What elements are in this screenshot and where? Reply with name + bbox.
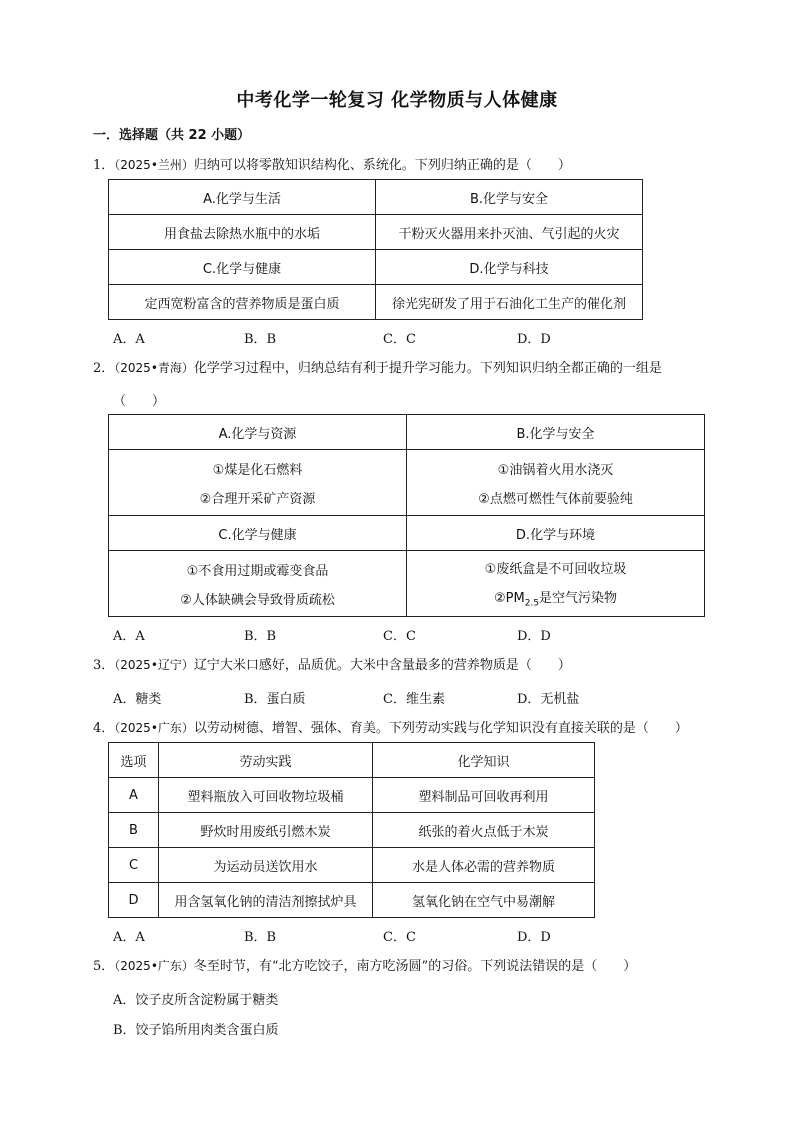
table-cell: 野炊时用废纸引燃木炭 <box>159 813 373 848</box>
option-d[interactable]: D．D <box>517 332 551 347</box>
question-3 <box>93 656 571 675</box>
option-a[interactable]: A．A <box>113 930 145 945</box>
option-a[interactable]: A．A <box>113 332 145 347</box>
option-c[interactable]: C．C <box>383 930 416 945</box>
table-cell: B.化学与安全 <box>407 415 705 450</box>
question-number: 5． <box>93 959 115 974</box>
option-d[interactable]: D．D <box>517 930 551 945</box>
question-source: （2025•兰州） <box>114 158 194 172</box>
q2-table <box>108 414 705 617</box>
table-cell: D.化学与环境 <box>407 516 705 551</box>
question-source: （2025•广东） <box>114 721 194 735</box>
question-number: 4． <box>93 721 115 736</box>
table-cell: 纸张的着火点低于木炭 <box>373 813 595 848</box>
question-source: （2025•广东） <box>114 959 194 973</box>
table-cell: B <box>109 813 159 848</box>
q1-table <box>108 179 643 320</box>
table-cell: 塑料瓶放入可回收物垃圾桶 <box>159 778 373 813</box>
option-a[interactable]: A．糖类 <box>113 692 162 707</box>
question-source: （2025•辽宁） <box>114 658 194 672</box>
option-c[interactable]: C．C <box>383 332 416 347</box>
question-text: 以劳动树德、增智、强体、育美。下列劳动实践与化学知识没有直接关联的是（ ） <box>193 721 688 736</box>
option-b[interactable]: B．B <box>244 930 277 945</box>
question-text: 化学学习过程中，归纳总结有利于提升学习能力。下列知识归纳全都正确的一组是 <box>193 361 662 376</box>
pm-label: ②PM <box>493 591 525 607</box>
question-text: 冬至时节，有“北方吃饺子，南方吃汤圆”的习俗。下列说法错误的是（ ） <box>193 959 637 974</box>
option-b[interactable]: B．蛋白质 <box>244 692 306 707</box>
cell-line: ①煤是化石燃料 <box>212 462 303 478</box>
pm-tail: 是空气污染物 <box>539 591 618 607</box>
table-cell: 徐光宪研发了用于石油化工生产的催化剂 <box>376 285 643 320</box>
cell-line: ②人体缺碘会导致骨质疏松 <box>180 592 335 608</box>
table-cell: 水是人体必需的营养物质 <box>373 848 595 883</box>
question-number: 2． <box>93 361 115 376</box>
table-cell: A.化学与资源 <box>109 415 407 450</box>
question-2 <box>93 359 662 378</box>
question-source: （2025•青海） <box>114 361 194 375</box>
table-cell: A <box>109 778 159 813</box>
table-header-cell: 选项 <box>109 743 159 778</box>
table-row <box>109 813 595 848</box>
table-cell: 为运动员送饮用水 <box>159 848 373 883</box>
page-title: 中考化学一轮复习 化学物质与人体健康 <box>236 90 558 111</box>
q2-paren: （ ） <box>113 394 166 409</box>
cell-line: ②合理开采矿产资源 <box>199 491 316 507</box>
option-b[interactable]: B．B <box>244 629 277 644</box>
table-cell: 干粉灭火器用来扑灭油、气引起的火灾 <box>376 215 643 250</box>
table-cell <box>109 450 407 516</box>
table-cell: C.化学与健康 <box>109 250 376 285</box>
table-cell: 定西宽粉富含的营养物质是蛋白质 <box>109 285 376 320</box>
table-row <box>109 883 595 918</box>
cell-line: ①废纸盒是不可回收垃圾 <box>484 562 627 578</box>
table-cell: D <box>109 883 159 918</box>
table-cell: B.化学与安全 <box>376 180 643 215</box>
table-cell: C <box>109 848 159 883</box>
option-d[interactable]: D．D <box>517 629 551 644</box>
q4-table <box>108 742 595 918</box>
table-cell: D.化学与科技 <box>376 250 643 285</box>
table-cell <box>109 551 407 617</box>
table-cell: 用含氢氧化钠的清洁剂擦拭炉具 <box>159 883 373 918</box>
table-row <box>109 848 595 883</box>
option-a[interactable]: A．饺子皮所含淀粉属于糖类 <box>113 993 279 1008</box>
table-header-cell: 劳动实践 <box>159 743 373 778</box>
table-cell <box>407 551 705 617</box>
table-cell: A.化学与生活 <box>109 180 376 215</box>
table-cell: 用食盐去除热水瓶中的水垢 <box>109 215 376 250</box>
question-1 <box>93 156 571 175</box>
question-text: 辽宁大米口感好，品质优。大米中含量最多的营养物质是（ ） <box>193 658 571 673</box>
section-heading: 一．选择题（共 22 小题） <box>93 128 251 143</box>
question-number: 3． <box>93 658 115 673</box>
cell-line: ①不食用过期或霉变食品 <box>186 563 329 579</box>
cell-line: ②点燃可燃性气体前要验纯 <box>478 491 633 507</box>
cell-line <box>407 587 704 609</box>
table-cell: 塑料制品可回收再利用 <box>373 778 595 813</box>
table-header-cell: 化学知识 <box>373 743 595 778</box>
option-d[interactable]: D．无机盐 <box>517 692 580 707</box>
question-text: 归纳可以将零散知识结构化、系统化。下列归纳正确的是（ ） <box>193 158 571 173</box>
option-b[interactable]: B．饺子馅所用肉类含蛋白质 <box>113 1023 279 1038</box>
table-cell <box>407 450 705 516</box>
table-cell: 氢氧化钠在空气中易潮解 <box>373 883 595 918</box>
table-row <box>109 778 595 813</box>
option-c[interactable]: C．维生素 <box>383 692 445 707</box>
question-4 <box>93 719 688 738</box>
pm-subscript: 2.5 <box>524 598 540 609</box>
cell-line: ①油锅着火用水浇灭 <box>497 462 614 478</box>
option-a[interactable]: A．A <box>113 629 145 644</box>
option-b[interactable]: B．B <box>244 332 277 347</box>
question-5 <box>93 957 636 976</box>
option-c[interactable]: C．C <box>383 629 416 644</box>
question-number: 1． <box>93 158 115 173</box>
table-cell: C.化学与健康 <box>109 516 407 551</box>
